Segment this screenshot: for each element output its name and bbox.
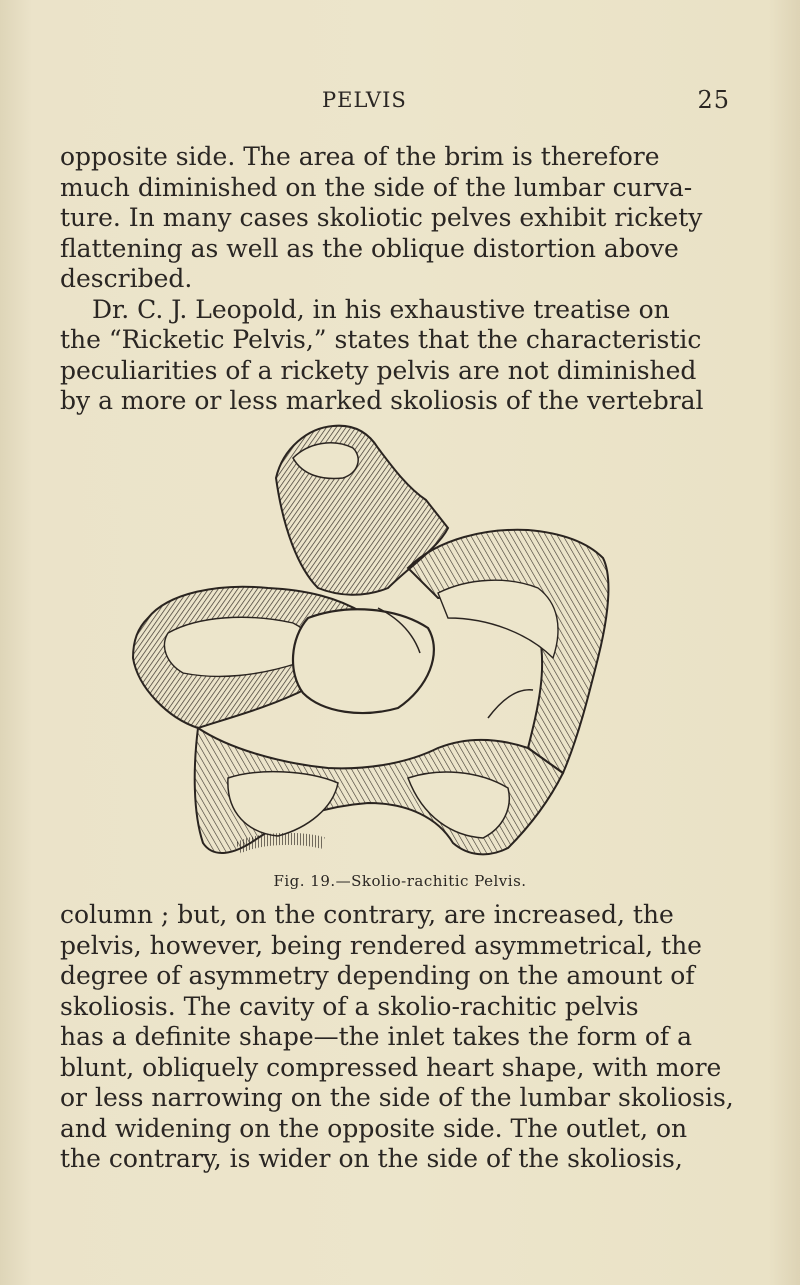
paragraph-1: [60, 142, 740, 417]
text-line: much diminished on the side of the lumbar curva-: [60, 172, 693, 202]
text-line: Dr. C. J. Leopold, in his exhaustive treatise on: [92, 294, 670, 324]
running-title: PELVIS: [322, 88, 407, 112]
page-number: 25: [697, 86, 730, 114]
text-line: degree of asymmetry depending on the amount of: [60, 961, 695, 990]
text-line: and widening on the opposite side. The outlet, on: [60, 1113, 688, 1143]
figure-caption: Fig. 19.—Skolio-rachitic Pelvis.: [273, 872, 527, 890]
text-line: ture. In many cases skoliotic pelves exhibit rickety: [60, 203, 703, 232]
text-line: or less narrowing on the side of the lumbar skoliosis,: [60, 1083, 734, 1112]
running-head: [60, 88, 740, 118]
text-line: opposite side. The area of the brim is therefore: [60, 142, 660, 171]
text-line: peculiarities of a rickety pelvis are not diminished: [60, 355, 697, 385]
text-line: the “Ricketic Pelvis,” states that the characteristic: [60, 325, 702, 354]
text-line: skoliosis. The cavity of a skolio-rachitic pelvis: [60, 991, 639, 1021]
text-line: by a more or less marked skoliosis of the vertebral: [60, 386, 704, 415]
text-line: column ; but, on the contrary, are increased, the: [60, 900, 674, 929]
text-line: has a definite shape—the inlet takes the form of a: [60, 1022, 693, 1051]
pelvis-illustration: [108, 418, 648, 868]
text-line: the contrary, is wider on the side of the skoliosis,: [60, 1144, 683, 1173]
text-line: described.: [60, 264, 193, 293]
paragraph-2: [60, 900, 740, 1175]
text-line: flattening as well as the oblique distortion above: [60, 233, 679, 263]
text-line: pelvis, however, being rendered asymmetrical, the: [60, 930, 702, 960]
text-line: blunt, obliquely compressed heart shape, with more: [60, 1052, 722, 1082]
